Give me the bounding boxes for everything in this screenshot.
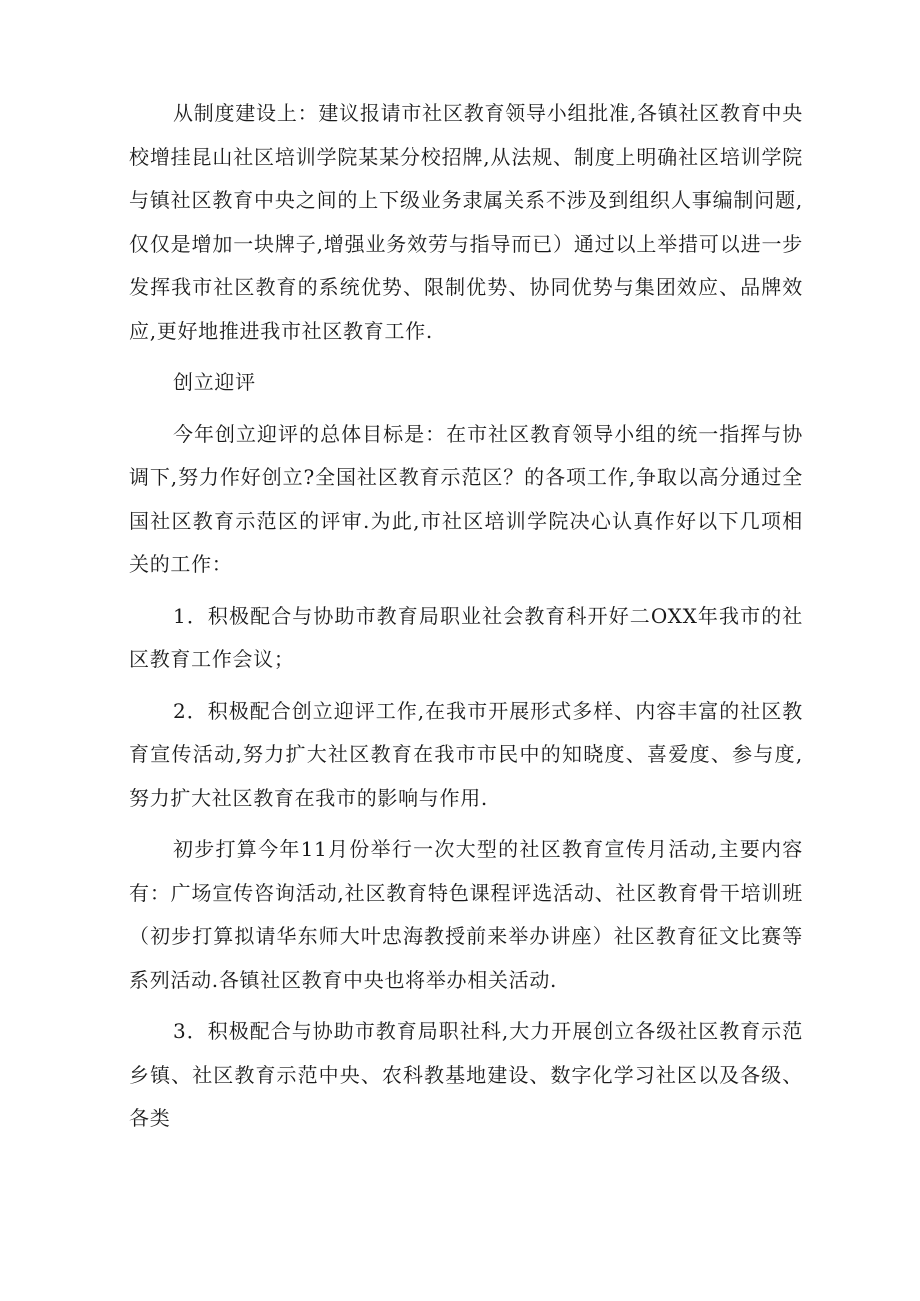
section-heading: 创立迎评 [173,370,256,394]
document-body [129,92,803,1149]
paragraph-item-1: 1．积极配合与协助市教育局职业社会教育科开好二OXX年我市的社区教育工作会议； [129,603,803,671]
paragraph-item-3: 3．积极配合与协助市教育局职社科,大力开展创立各级社区教育示范乡镇、社区教育示范中央、农科教基地建设、数字化学习社区以及各级、各类 [129,1019,803,1130]
paragraph-item-2: 2．积极配合创立迎评工作,在我市开展形式多样、内容丰富的社区教育宣传活动,努力扩大社区教育在我市市民中的知晓度、喜爱度、参与度,努力扩大社区教育在我市的影响与作用. [129,698,803,810]
paragraph-publicity-month: 初步打算今年11月份举行一次大型的社区教育宣传月活动,主要内容有：广场宣传咨询活动,社区教育特色课程评选活动、社区教育骨干培训班（初步打算拟请华东师大叶忠海教授前来举办讲座）社区教育征文比赛等系列活动.各镇社区教育中央也将举办相关活动. [129,837,803,992]
paragraph-overall-goal: 今年创立迎评的总体目标是：在市社区教育领导小组的统一指挥与协调下,努力作好创立?全国社区教育示范区？的各项工作,争取以高分通过全国社区教育示范区的评审.为此,市社区培训学院决心认真作好以下几项相关的工作： [129,421,803,576]
paragraph-institution-building: 从制度建设上：建议报请市社区教育领导小组批准,各镇社区教育中央校增挂昆山社区培训学院某某分校招牌,从法规、制度上明确社区培训学院与镇社区教育中央之间的上下级业务隶属关系不涉及到组织人事编制问题,仅仅是增加一块牌子,增强业务效劳与指导而已）通过以上举措可以进一步发挥我市社区教育的系统优势、限制优势、协同优势与集团效应、品牌效应,更好地推进我市社区教育工作. [129,101,803,343]
